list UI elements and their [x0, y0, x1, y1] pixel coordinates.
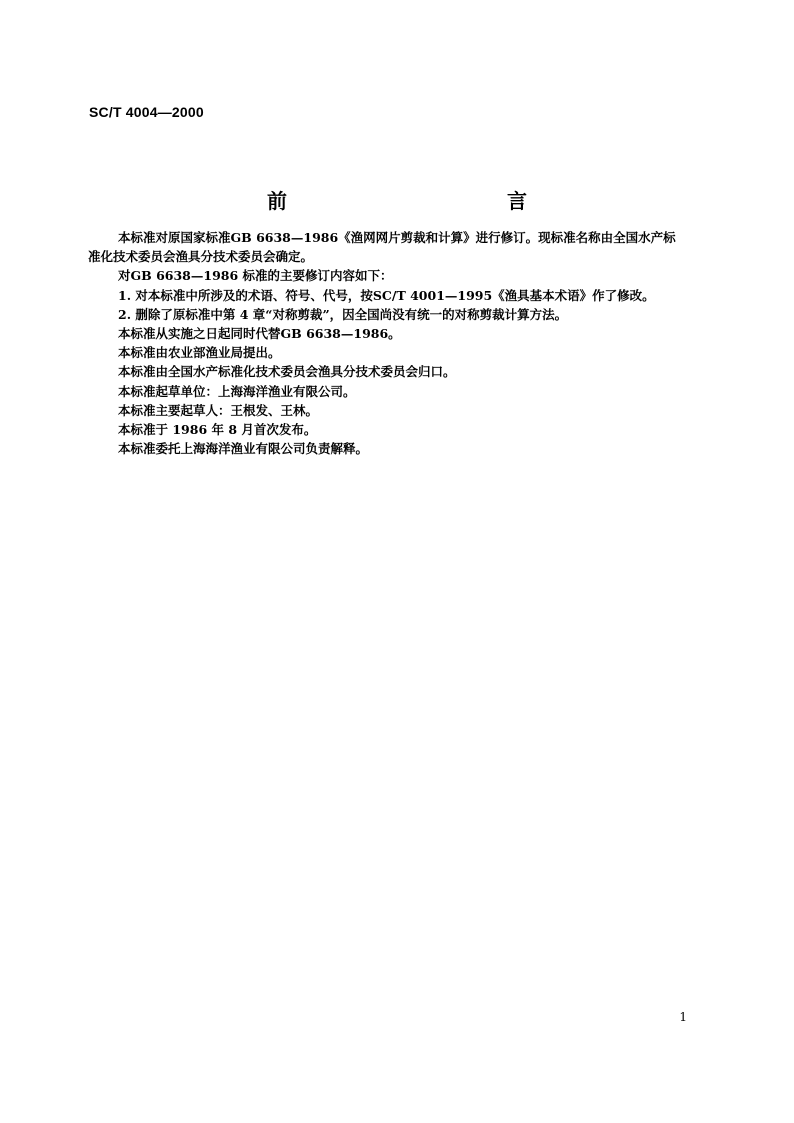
standard-code: SC/T 4004—2000: [89, 104, 204, 120]
list-item: 1. 对本标准中所涉及的术语、符号、代号，按SC/T 4001—1995《渔具基本术语》作了修改。: [118, 287, 655, 303]
foreword-body: [88, 228, 718, 458]
paragraph: 本标准从实施之日起同时代替GB 6638—1986。: [118, 326, 401, 342]
paragraph: 对GB 6638—1986 标准的主要修订内容如下：: [118, 268, 393, 284]
paragraph: 本标准由农业部渔业局提出。: [118, 345, 281, 361]
paragraph: 本标准由全国水产标准化技术委员会渔具分技术委员会归口。: [118, 364, 456, 380]
paragraph-continuation: 准化技术委员会渔具分技术委员会确定。: [88, 249, 314, 265]
page-title: 前 言: [267, 189, 587, 213]
paragraph: 本标准主要起草人：王根发、王林。: [118, 402, 319, 418]
paragraph: 本标准对原国家标准GB 6638—1986《渔网网片剪裁和计算》进行修订。现标准名称由全国水产标: [118, 230, 676, 245]
paragraph: 本标准于 1986 年 8 月首次发布。: [118, 422, 317, 438]
paragraph: 本标准起草单位：上海海洋渔业有限公司。: [118, 383, 356, 399]
page-number: 1: [679, 1010, 687, 1024]
list-item: 2. 删除了原标准中第 4 章“对称剪裁”，因全国尚没有统一的对称剪裁计算方法。: [118, 306, 568, 322]
paragraph: 本标准委托上海海洋渔业有限公司负责解释。: [118, 441, 369, 457]
